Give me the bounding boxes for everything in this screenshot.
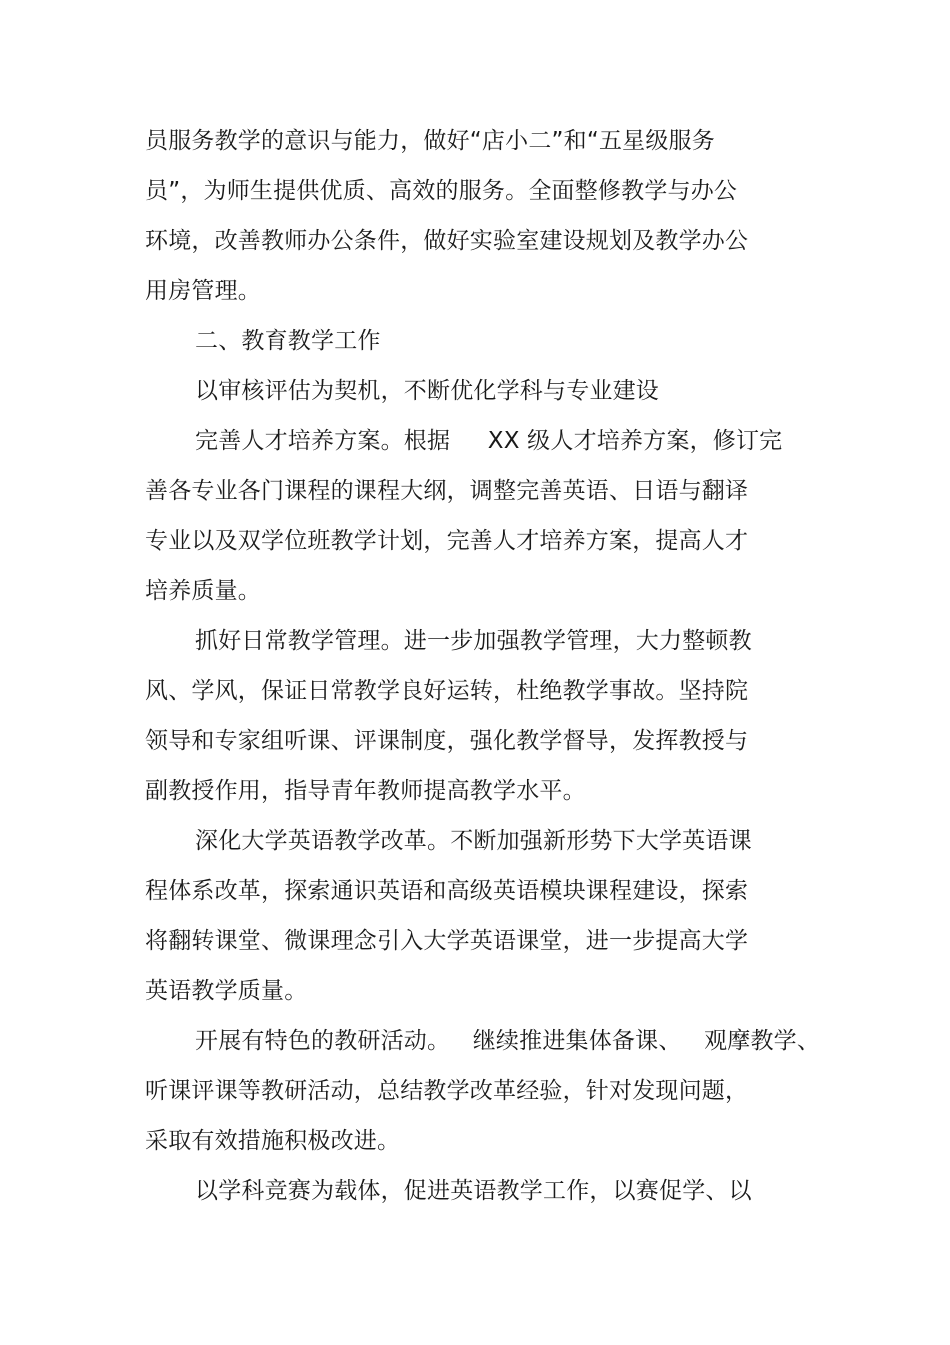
text-line: 英语教学质量。 [145, 978, 308, 1004]
text-line: 用房管理。 [145, 278, 261, 304]
text-line: 专业以及双学位班教学计划，完善人才培养方案，提高人才 [145, 528, 749, 554]
text-line: 环境，改善教师办公条件，做好实验室建设规划及教学办公 [145, 228, 749, 254]
text-line: 员”，为师生提供优质、高效的服务。全面整修教学与办公 [145, 178, 738, 204]
text-line: 员服务教学的意识与能力，做好“店小二”和“五星级服务 [145, 128, 715, 154]
text-line: 副教授作用，指导青年教师提高教学水平。 [145, 778, 586, 804]
text-line: 采取有效措施积极改进。 [145, 1128, 401, 1154]
text-line: 深化大学英语教学改革。不断加强新形势下大学英语课 [195, 828, 752, 854]
text-line: 领导和专家组听课、评课制度，强化教学督导，发挥教授与 [145, 728, 749, 754]
text-line: 培养质量。 [145, 578, 261, 604]
subsection-heading: 以审核评估为契机，不断优化学科与专业建设 [195, 378, 659, 404]
text-line: 听课评课等教研活动，总结教学改革经验，针对发现问题， [145, 1078, 749, 1104]
text-line: 风、学风，保证日常教学良好运转，杜绝教学事故。坚持院 [145, 678, 749, 704]
section-heading: 二、教育教学工作 [195, 328, 381, 354]
text-line: 善各专业各门课程的课程大纲，调整完善英语、日语与翻译 [145, 478, 749, 504]
text-line: 完善人才培养方案。根据 XX 级人才培养方案，修订完 [195, 428, 783, 454]
text-line: 程体系改革，探索通识英语和高级英语模块课程建设，探索 [145, 878, 749, 904]
text-line: 抓好日常教学管理。进一步加强教学管理，大力整顿教 [195, 628, 752, 654]
text-line: 以学科竞赛为载体，促进英语教学工作，以赛促学、以 [195, 1178, 752, 1204]
text-line: 将翻转课堂、微课理念引入大学英语课堂，进一步提高大学 [145, 928, 749, 954]
text-line: 开展有特色的教研活动。 继续推进集体备课、 观摩教学、 [195, 1028, 821, 1054]
